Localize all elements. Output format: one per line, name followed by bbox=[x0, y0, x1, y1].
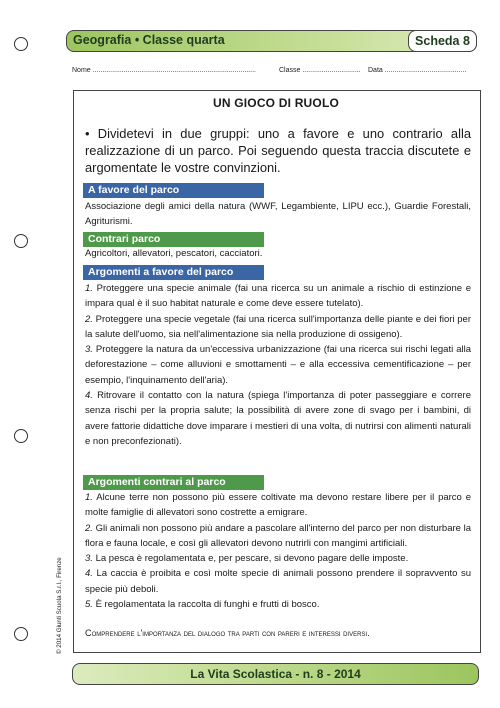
name-field: Nome .................................................................................... bbox=[72, 67, 256, 74]
list-item: 4. Ritrovare il contatto con la natura (spiega l'importanza di poter passeggiare e correre senza rischi per la propria salute; la possibilità di avere zone di svago per i bambini, di avere fattorie didattiche dove imparare i mestieri di una volta, di nutrirsi con alimenti naturali e non preconfezionati). bbox=[85, 390, 471, 447]
binder-hole bbox=[14, 37, 28, 51]
subject-label: Geografia • Classe quarta bbox=[73, 33, 225, 47]
list-item: 4. La caccia è proibita e così molte specie di animali possono prendere il sopravvento su specie più deboli. bbox=[85, 568, 472, 595]
binder-hole bbox=[14, 429, 28, 443]
args-pro-heading: Argomenti a favore del parco bbox=[83, 265, 264, 280]
page-footer bbox=[72, 663, 479, 685]
con-heading: Contrari parco bbox=[83, 232, 264, 247]
footer-label: La Vita Scolastica - n. 8 - 2014 bbox=[190, 667, 361, 681]
binder-hole bbox=[14, 627, 28, 641]
date-field: Data .......................................... bbox=[368, 67, 467, 74]
copyright: © 2014 Giunti Scuola S.r.l., Firenze bbox=[56, 557, 63, 654]
list-item: 1. Alcune terre non possono più essere coltivate ma devono restare libere per il parco e molte famiglie di allevatori sono costrette a emigrare. bbox=[85, 492, 471, 519]
class-field: Classe .............................. bbox=[279, 67, 361, 74]
args-con-heading: Argomenti contrari al parco bbox=[83, 475, 264, 490]
list-item: 3. Proteggere la natura da un'eccessiva urbanizzazione (fai una ricerca sui rischi legati alla deforestazione – come alluvioni e smottamenti – e alla eccessiva cementificazione – per esempio, l'inquinamento dell'aria). bbox=[85, 344, 471, 386]
list-item: 2. Gli animali non possono più andare a pascolare all'interno del parco per non disturbare la flora e fauna locale, e così gli allevatori devono nutrirli con mangimi artificiali. bbox=[85, 522, 471, 549]
binder-hole bbox=[14, 234, 28, 248]
closing-note: Comprendere l'importanza del dialogo tra parti con pareri e interessi diversi. bbox=[85, 628, 370, 638]
pro-heading: A favore del parco bbox=[83, 183, 264, 198]
page-header bbox=[66, 30, 477, 52]
worksheet-tag: Scheda 8 bbox=[408, 30, 477, 52]
list-item: 5. È regolamentata la raccolta di funghi e frutti di bosco. bbox=[85, 599, 320, 611]
list-item: 1. Proteggere una specie animale (fai una ricerca su un animale a rischio di estinzione e impara qual è il suo habitat naturale e come deve essere tutelato). bbox=[85, 283, 472, 310]
intro-text: • Dividetevi in due gruppi: uno a favore e uno contrario alla realizzazione di un parco. Poi seguendo questa traccia discutete e argomentate le vostre convinzioni. bbox=[85, 126, 471, 175]
pro-text: Associazione degli amici della natura (WWF, Legambiente, LIPU ecc.), Guardie Forestali, Agriturismi. bbox=[85, 201, 471, 228]
list-item: 2. Proteggere una specie vegetale (fai una ricerca sull'importanza delle piante e dei fiori per la salute dell'uomo, sia nell'alimentazione sia nella produzione di ossigeno). bbox=[85, 313, 471, 340]
student-fields bbox=[72, 67, 472, 79]
page-title: UN GIOCO DI RUOLO bbox=[212, 96, 340, 110]
con-text: Agricoltori, allevatori, pescatori, cacciatori. bbox=[85, 248, 263, 259]
args-con-list bbox=[85, 490, 471, 612]
list-item: 3. La pesca è regolamentata e, per pescare, si devono pagare delle imposte. bbox=[85, 553, 409, 565]
args-pro-list bbox=[85, 281, 471, 449]
